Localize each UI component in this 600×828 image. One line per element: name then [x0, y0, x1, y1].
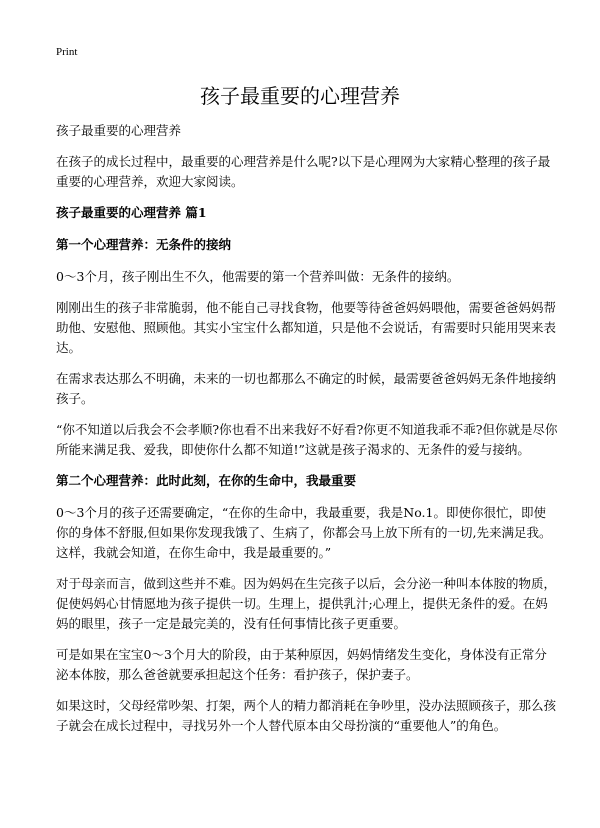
intro-subtitle: 孩子最重要的心理营养 [56, 123, 182, 138]
page-title: 孩子最重要的心理营养 [200, 84, 400, 108]
body-paragraph: 可是如果在宝宝0～3个月大的阶段，由于某种原因，妈妈情绪发生变化，身体没有正常分泌本体胺，那么爸爸就要承担起这个任务：看护孩子，保护妻子。 [56, 647, 547, 682]
print-link[interactable]: Print [56, 46, 78, 58]
body-paragraph: “你不知道以后我会不会孝顺?你也看不出来我好不好看?你更不知道我乖不乖?但你就是尽你所能来满足我、爱我，即使你什么都不知道!”这就是孩子渴求的、无条件的爱与接纳。 [56, 422, 558, 457]
section-heading: 孩子最重要的心理营养 篇1 [56, 205, 207, 220]
body-paragraph: 对于母亲而言，做到这些并不难。因为妈妈在生完孩子以后，会分泌一种叫本体胺的物质，促使妈妈心甘情愿地为孩子提供一切。生理上，提供乳汁;心理上，提供无条件的爱。在妈妈的眼里，孩子一定是最完美的，没有任何事情比孩子更重要。 [56, 576, 557, 631]
subsection-heading: 第一个心理营养：无条件的接纳 [56, 237, 232, 252]
intro-paragraph: 在孩子的成长过程中，最重要的心理营养是什么呢?以下是心理网为大家精心整理的孩子最重要的心理营养，欢迎大家阅读。 [56, 154, 551, 189]
body-paragraph: 0～3个月，孩子刚出生不久，他需要的第一个营养叫做：无条件的接纳。 [56, 269, 460, 284]
body-paragraph: 如果这时，父母经常吵架、打架，两个人的精力都消耗在争吵里，没办法照顾孩子，那么孩子就会在成长过程中，寻找另外一个人替代原本由父母扮演的“重要他人”的角色。 [56, 698, 557, 733]
article-body [56, 121, 558, 747]
subsection-heading: 第二个心理营养：此时此刻，在你的生命中，我最重要 [56, 473, 357, 488]
body-paragraph: 0～3个月的孩子还需要确定，“在你的生命中，我最重要，我是No.1。即使你很忙，即使你的身体不舒服,但如果你发现我饿了、生病了，你都会马上放下所有的一切,先来满足我。这样，我就会知道，在你生命中，我是最重要的。” [56, 505, 552, 560]
body-paragraph: 在需求表达那么不明确，未来的一切也都那么不确定的时候，最需要爸爸妈妈无条件地接纳孩子。 [56, 371, 557, 406]
body-paragraph: 刚刚出生的孩子非常脆弱，他不能自己寻找食物，他要等待爸爸妈妈喂他，需要爸爸妈妈帮助他、安慰他、照顾他。其实小宝宝什么都知道，只是他不会说话，有需要时只能用哭来表达。 [56, 300, 557, 355]
